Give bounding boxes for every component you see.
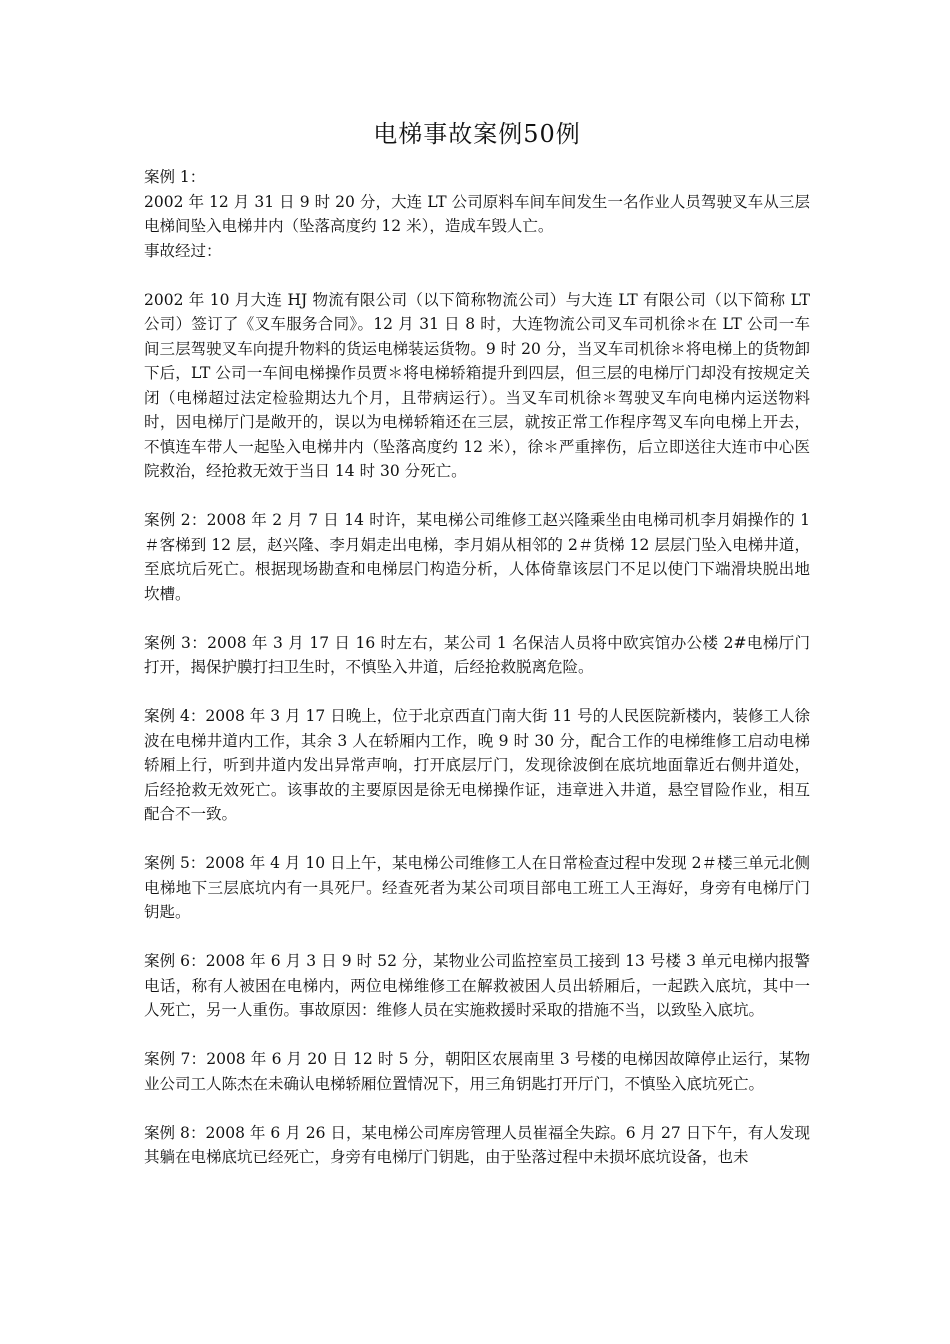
case-1-heading: 案例 1： xyxy=(144,168,206,186)
case-2-paragraph: 案例 2：2008 年 2 月 7 日 14 时许，某电梯公司维修工赵兴隆乘坐由电梯司机李月娟操作的 1＃客梯到 12 层，赵兴隆、李月娟走出电梯，李月娟从相邻的 2＃货梯 12 层层门坠入电梯井道，至底坑后死亡。根据现场勘查和电梯层门构造分析，人体倚靠该层门不足以使门下端滑块脱出地坎槽。 xyxy=(144,511,810,603)
case-5-paragraph: 案例 5：2008 年 4 月 10 日上午，某电梯公司维修工人在日常检查过程中发现 2＃楼三单元北侧电梯地下三层底坑内有一具死尸。经查死者为某公司项目部电工班工人王海好，身旁有电梯厅门钥匙。 xyxy=(144,854,810,921)
paragraph-gap xyxy=(144,484,810,509)
paragraph-gap xyxy=(144,1023,810,1048)
paragraph-gap xyxy=(144,827,810,852)
case-4-paragraph: 案例 4：2008 年 3 月 17 日晚上，位于北京西直门南大街 11 号的人民医院新楼内，装修工人徐波在电梯井道内工作，其余 3 人在轿厢内工作，晚 9 时 30 分，配合工作的电梯维修工启动电梯轿厢上行，听到井道内发出异常声响，打开底层厅门，发现徐波倒在底坑地面靠近右侧井道处，后经抢救无效死亡。该事故的主要原因是徐无电梯操作证，违章进入井道，悬空冒险作业，相互配合不一致。 xyxy=(144,707,810,823)
case-6-paragraph: 案例 6：2008 年 6 月 3 日 9 时 52 分，某物业公司监控室员工接到 13 号楼 3 单元电梯内报警电话，称有人被困在电梯内，两位电梯维修工在解救被困人员出轿厢后，一起跌入底坑，其中一人死亡，另一人重伤。事故原因：维修人员在实施救援时采取的措施不当，以致坠入底坑。 xyxy=(144,952,810,1019)
case-8-paragraph: 案例 8：2008 年 6 月 26 日，某电梯公司库房管理人员崔福全失踪。6 月 27 日下午，有人发现其躺在电梯底坑已经死亡，身旁有电梯厅门钥匙，由于坠落过程中未损坏底坑设备，也未 xyxy=(144,1123,810,1166)
document-title: 电梯事故案例50例 xyxy=(373,120,581,148)
case-1-subheading: 事故经过： xyxy=(144,241,222,260)
paragraph-gap xyxy=(144,1096,810,1121)
case-1-summary: 2002 年 12 月 31 日 9 时 20 分，大连 LT 公司原料车间车间发生一名作业人员驾驶叉车从三层电梯间坠入电梯井内（坠落高度约 12 米），造成车毁人亡。 xyxy=(144,192,810,235)
blank-line xyxy=(144,263,810,288)
paragraph-gap xyxy=(144,606,810,631)
case-7-paragraph: 案例 7：2008 年 6 月 20 日 12 时 5 分，朝阳区农展南里 3 号楼的电梯因故障停止运行，某物业公司工人陈杰在未确认电梯轿厢位置情况下，用三角钥匙打开厅门，不慎坠入底坑死亡。 xyxy=(144,1050,810,1093)
paragraph-gap xyxy=(144,925,810,950)
case-3-paragraph: 案例 3：2008 年 3 月 17 日 16 时左右，某公司 1 名保洁人员将中欧宾馆办公楼 2#电梯厅门打开，揭保护膜打扫卫生时，不慎坠入井道，后经抢救脱离危险。 xyxy=(144,633,810,676)
case-1-detail: 2002 年 10 月大连 HJ 物流有限公司（以下简称物流公司）与大连 LT 有限公司（以下简称 LT 公司）签订了《叉车服务合同》。12 月 31 日 8 时，大连物流公司叉车司机徐＊在 LT 公司一车间三层驾驶叉车向提升物料的货运电梯装运货物。9 时 20 分，当叉车司机徐＊将电梯上的货物卸下后，LT 公司一车间电梯操作员贾＊将电梯轿箱提升到四层，但三层的电梯厅门却没有按规定关闭（电梯超过法定检验期达九个月，且带病运行）。当叉车司机徐＊驾驶叉车向电梯内运送物料时，因电梯厅门是敞开的，误以为电梯轿箱还在三层，就按正常工作程序驾叉车向电梯上开去，不慎连车带人一起坠入电梯井内（坠落高度约 12 米），徐＊严重摔伤，后立即送往大连市中心医院救治，经抢救无效于当日 14 时 30 分死亡。 xyxy=(144,290,810,480)
paragraph-gap xyxy=(144,680,810,705)
document-page xyxy=(144,118,810,1170)
